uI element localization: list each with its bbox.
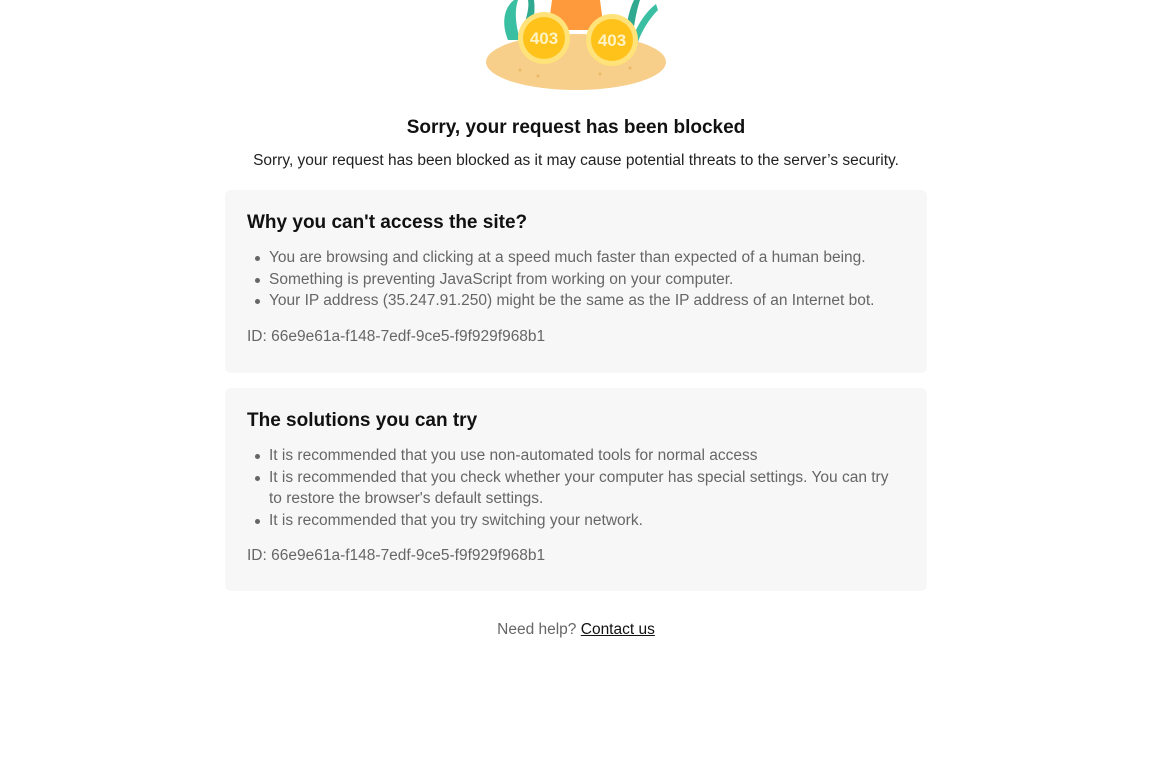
request-id: ID: 66e9e61a-f148-7edf-9ce5-f9f929f968b1: [247, 327, 546, 345]
help-footer: [0, 619, 1152, 641]
list-item: Your IP address (35.247.91.250) might be the same as the IP address of an Internet bot.: [269, 290, 905, 312]
badge-left-text: 403: [529, 29, 559, 48]
list-item: It is recommended that you try switching your network.: [269, 510, 905, 532]
blocked-403-illustration-icon: [480, 0, 672, 92]
list-item: It is recommended that you check whether your computer has special settings. You can try to restore the browser's default settings.: [269, 467, 905, 510]
solutions-list: [247, 445, 905, 531]
reasons-heading: Why you can't access the site?: [247, 212, 528, 233]
help-text: Need help?: [497, 621, 577, 638]
contact-us-link[interactable]: Contact us: [580, 621, 655, 638]
list-item: It is recommended that you use non-automated tools for normal access: [269, 445, 905, 467]
request-id: ID: 66e9e61a-f148-7edf-9ce5-f9f929f968b1: [247, 547, 546, 565]
solutions-card: [225, 388, 927, 591]
reasons-card: [225, 190, 927, 373]
list-item: You are browsing and clicking at a speed much faster than expected of a human being.: [269, 247, 905, 269]
badge-right-text: 403: [597, 31, 627, 50]
plant-left-shape: [504, 0, 520, 40]
page-title: Sorry, your request has been blocked: [406, 117, 746, 138]
reasons-list: [247, 247, 905, 312]
solutions-heading: The solutions you can try: [247, 410, 478, 431]
page-subtitle: Sorry, your request has been blocked as it may cause potential threats to the server’s security.: [253, 152, 899, 169]
sand-mound-shape: [486, 34, 666, 90]
list-item: Something is preventing JavaScript from working on your computer.: [269, 269, 905, 291]
